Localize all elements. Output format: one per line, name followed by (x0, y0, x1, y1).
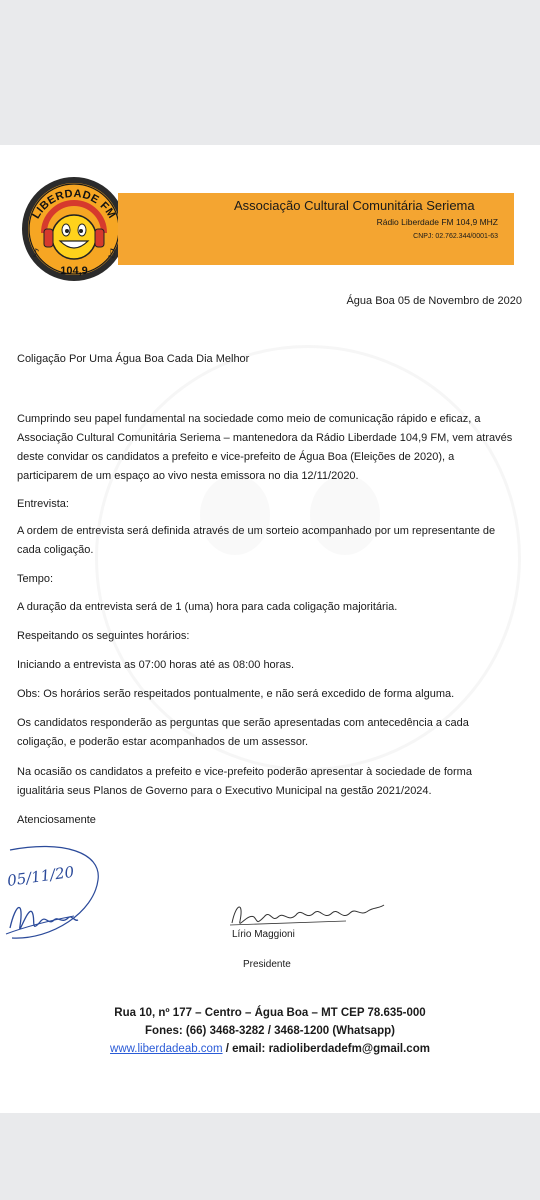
paragraph-schedule: Iniciando a entrevista as 07:00 horas até as 08:00 horas. (17, 659, 295, 671)
svg-text:♫: ♫ (106, 246, 117, 260)
paragraph-obs: Obs: Os horários serão respeitados pontualmente, e não será excedido de forma alguma. (17, 688, 455, 700)
handwritten-date: 05/11/20 (6, 862, 76, 890)
paragraph-questions: Os candidatos responderão as perguntas que serão apresentadas com antecedência a cada coligação, e poderão estar acompanhados de um assessor. (17, 717, 469, 748)
logo-top-text: LIBERDADE FM (30, 187, 118, 221)
logo-frequency: 104,9 (60, 265, 88, 277)
handwritten-received-signature (2, 842, 106, 954)
svg-text:♪: ♪ (32, 246, 40, 260)
radio-name: Rádio Liberdade FM 104,9 MHZ (376, 217, 498, 227)
president-signature (226, 895, 390, 931)
email-text: / email: radioliberdadefm@gmail.com (222, 1043, 430, 1055)
website-link[interactable]: www.liberdadeab.com (110, 1043, 223, 1055)
footer-contact (0, 1043, 540, 1055)
paragraph-intro: Cumprindo seu papel fundamental na sociedade como meio de comunicação rápido e eficaz, a Associação Cultural Comunitária Seriema – mantenedora da Rádio Liberdade 104,9 FM, vem através deste convidar os candidatos a prefeito e vice-prefeito de Água Boa (Eleições de 2020), a participarem de um espaço ao vivo nesta emissora no dia 12/11/2020. (17, 413, 513, 482)
footer-address: Rua 10, nº 177 – Centro – Água Boa – MT CEP 78.635-000 (114, 1007, 426, 1019)
footer-phones: Fones: (66) 3468-3282 / 3468-1200 (Whatsapp) (145, 1025, 395, 1037)
cnpj: CNPJ: 02.762.344/0001-63 (413, 233, 498, 240)
signer-role: Presidente (243, 959, 291, 970)
paragraph-order: A ordem de entrevista será definida através de um sorteio acompanhado por um representante de cada coligação. (17, 525, 496, 556)
letter-page (0, 145, 540, 1113)
paragraph-plans: Na ocasião os candidatos a prefeito e vice-prefeito poderão apresentar à sociedade de forma igualitária seus Planos de Governo para o Executivo Municipal na gestão 2021/2024. (17, 766, 472, 797)
closing: Atenciosamente (17, 814, 96, 826)
paragraph-duration: A duração da entrevista será de 1 (uma) hora para cada coligação majoritária. (17, 601, 398, 613)
signer-name: Lírio Maggioni (232, 929, 295, 940)
letter-date: Água Boa 05 de Novembro de 2020 (346, 295, 522, 307)
recipient: Coligação Por Uma Água Boa Cada Dia Melhor (17, 353, 250, 365)
organization-name: Associação Cultural Comunitária Seriema (234, 198, 475, 213)
radio-logo (18, 173, 130, 285)
paragraph-schedule-intro: Respeitando os seguintes horários: (17, 630, 190, 642)
heading-tempo: Tempo: (17, 573, 54, 585)
heading-entrevista: Entrevista: (17, 498, 69, 510)
